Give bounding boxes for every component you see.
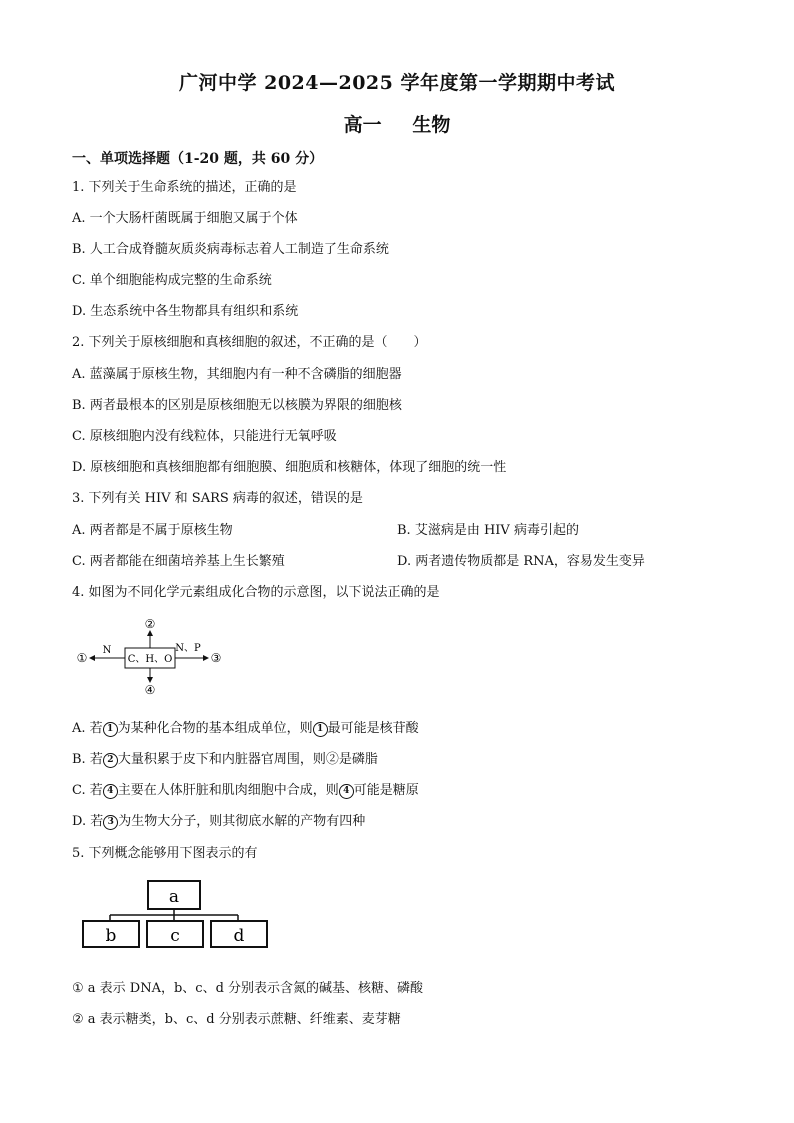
q5-stem: 5. 下列概念能够用下图表示的有 xyxy=(72,846,258,861)
q4-stem: 4. 如图为不同化学元素组成化合物的示意图，以下说法正确的是 xyxy=(72,585,440,600)
q5-concept-diagram xyxy=(80,878,270,952)
q2-stem: 2. 下列关于原核细胞和真核细胞的叙述，不正确的是（ ） xyxy=(72,335,427,350)
node-2: ② xyxy=(144,617,156,631)
center-box-label: C、H、O xyxy=(127,654,173,665)
grade-label: 高一 xyxy=(343,114,382,136)
q1-option-d: D. 生态系统中各生物都具有组织和系统 xyxy=(72,304,299,319)
circled-number: 3 xyxy=(103,815,118,830)
q3-option-c: C. 两者都能在细菌培养基上生长繁殖 xyxy=(72,554,285,569)
circled-number: 1 xyxy=(313,722,328,737)
section-heading: 一、单项选择题（1-20 题，共 60 分） xyxy=(72,151,324,167)
q2-option-a: A. 蓝藻属于原核生物，其细胞内有一种不含磷脂的细胞器 xyxy=(72,367,402,382)
q4-element-diagram xyxy=(70,615,230,697)
q4-option-c: C. 若 4 主要在人体肝脏和肌肉细胞中合成，则 4 可能是糖原 xyxy=(72,783,419,798)
q3-stem: 3. 下列有关 HIV 和 SARS 病毒的叙述，错误的是 xyxy=(72,491,363,506)
node-1: ① xyxy=(76,651,88,665)
left-arrow-label: N xyxy=(102,645,112,656)
box-a-label: a xyxy=(168,887,180,907)
node-4: ④ xyxy=(144,683,156,697)
q1-option-c: C. 单个细胞能构成完整的生命系统 xyxy=(72,273,272,288)
q1-option-b: B. 人工合成脊髓灰质炎病毒标志着人工制造了生命系统 xyxy=(72,242,389,257)
q4-option-b: B. 若 2 大量积累于皮下和内脏器官周围，则②是磷脂 xyxy=(72,752,378,767)
subject-label: 生物 xyxy=(412,114,451,136)
q3-option-a: A. 两者都是不属于原核生物 xyxy=(72,523,233,538)
q4-option-a: A. 若 1 为某种化合物的基本组成单位，则 1 最可能是核苷酸 xyxy=(72,721,419,736)
box-d-label: d xyxy=(233,926,245,946)
exam-title: 广河中学 2024—2025 学年度第一学期期中考试 xyxy=(179,72,615,94)
q1-stem: 1. 下列关于生命系统的描述，正确的是 xyxy=(72,180,297,195)
exam-subtitle xyxy=(0,110,794,137)
q5-statement-1: ① a 表示 DNA，b、c、d 分别表示含氮的碱基、核糖、磷酸 xyxy=(72,981,424,996)
circled-number: 1 xyxy=(103,722,118,737)
q2-option-d: D. 原核细胞和真核细胞都有细胞膜、细胞质和核糖体，体现了细胞的统一性 xyxy=(72,460,507,475)
q4-option-d: D. 若 3 为生物大分子，则其彻底水解的产物有四种 xyxy=(72,814,366,829)
node-3: ③ xyxy=(210,651,222,665)
q3-option-b: B. 艾滋病是由 HIV 病毒引起的 xyxy=(397,523,579,538)
circled-number: 2 xyxy=(103,753,118,768)
q2-option-b: B. 两者最根本的区别是原核细胞无以核膜为界限的细胞核 xyxy=(72,398,402,413)
circled-number: 4 xyxy=(103,784,118,799)
box-b-label: b xyxy=(105,926,117,946)
circled-number: 4 xyxy=(339,784,354,799)
q2-option-c: C. 原核细胞内没有线粒体，只能进行无氧呼吸 xyxy=(72,429,337,444)
q1-option-a: A. 一个大肠杆菌既属于细胞又属于个体 xyxy=(72,211,298,226)
q3-option-d: D. 两者遗传物质都是 RNA，容易发生变异 xyxy=(397,554,645,569)
right-arrow-label: N、P xyxy=(175,643,201,654)
box-c-label: c xyxy=(170,926,180,946)
q5-statement-2: ② a 表示糖类，b、c、d 分别表示蔗糖、纤维素、麦芽糖 xyxy=(72,1012,401,1027)
